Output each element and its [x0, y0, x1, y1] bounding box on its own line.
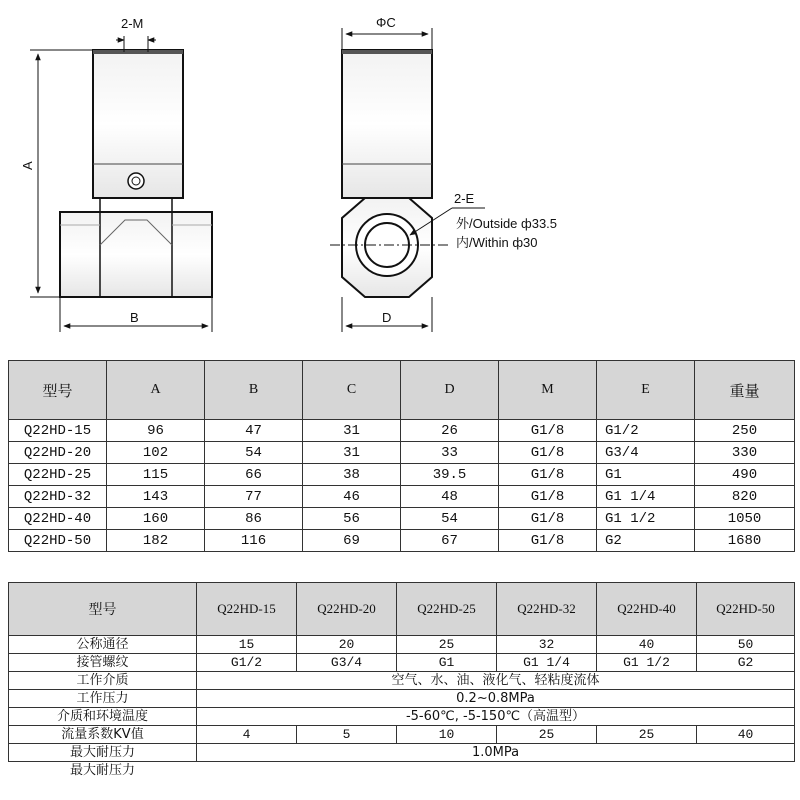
- spec-cell: G1/2: [597, 420, 695, 442]
- table-row: [9, 508, 795, 530]
- spec-cell: 54: [205, 442, 303, 464]
- spec-cell: 182: [107, 530, 205, 552]
- spec-cell: 143: [107, 486, 205, 508]
- spec-cell: G1/8: [499, 420, 597, 442]
- param-empty-cell: [197, 762, 795, 780]
- spec-cell: 116: [205, 530, 303, 552]
- spec-header-weight: 重量: [695, 361, 795, 420]
- spec-header-d: D: [401, 361, 499, 420]
- param-label: 工作压力: [9, 690, 197, 708]
- param-row-max-pressure: [9, 744, 795, 762]
- param-cell: G3/4: [297, 654, 397, 672]
- spec-cell: 77: [205, 486, 303, 508]
- parameter-table: [8, 582, 795, 779]
- spec-cell: 26: [401, 420, 499, 442]
- spec-cell: 46: [303, 486, 401, 508]
- param-cell: G1 1/4: [497, 654, 597, 672]
- param-label: 接管螺纹: [9, 654, 197, 672]
- param-row-medium: [9, 672, 795, 690]
- spec-header-model: 型号: [9, 361, 107, 420]
- spec-header-a: A: [107, 361, 205, 420]
- spec-cell: G1 1/4: [597, 486, 695, 508]
- param-cell: G1/2: [197, 654, 297, 672]
- spec-cell: Q22HD-15: [9, 420, 107, 442]
- param-label: 工作介质: [9, 672, 197, 690]
- param-cell: 40: [597, 636, 697, 654]
- side-e-label: 2-E: [454, 191, 475, 206]
- param-label: 流量系数KV值: [9, 726, 197, 744]
- spec-cell: Q22HD-50: [9, 530, 107, 552]
- valve-technical-drawing: [0, 0, 800, 350]
- spec-cell: G2: [597, 530, 695, 552]
- spec-cell: 56: [303, 508, 401, 530]
- param-header-q22hd-15: Q22HD-15: [197, 583, 297, 636]
- front-view: [20, 16, 212, 332]
- spec-cell: G3/4: [597, 442, 695, 464]
- spec-cell: 39.5: [401, 464, 499, 486]
- spec-cell: G1/8: [499, 530, 597, 552]
- param-cell: 5: [297, 726, 397, 744]
- param-header-row: [9, 583, 795, 636]
- side-d-label: D: [382, 310, 392, 325]
- spec-cell: 250: [695, 420, 795, 442]
- param-cell: 25: [597, 726, 697, 744]
- front-m-label: 2-M: [121, 16, 144, 31]
- param-header-q22hd-20: Q22HD-20: [297, 583, 397, 636]
- spec-cell: Q22HD-25: [9, 464, 107, 486]
- table-row: [9, 442, 795, 464]
- spec-header-c: C: [303, 361, 401, 420]
- spec-cell: 31: [303, 442, 401, 464]
- spec-cell: G1 1/2: [597, 508, 695, 530]
- param-row-nominal: [9, 636, 795, 654]
- spec-cell: Q22HD-40: [9, 508, 107, 530]
- param-cell: 25: [497, 726, 597, 744]
- side-outside-label: 外/Outside ф33.5: [456, 216, 558, 231]
- spec-cell: 47: [205, 420, 303, 442]
- front-a-label: A: [20, 161, 35, 170]
- param-row-temperature: [9, 708, 795, 726]
- param-cell: 32: [497, 636, 597, 654]
- spec-cell: 69: [303, 530, 401, 552]
- param-row-flow: [9, 726, 795, 744]
- param-header-model: 型号: [9, 583, 197, 636]
- table-row: [9, 464, 795, 486]
- spec-cell: 330: [695, 442, 795, 464]
- spec-cell: 96: [107, 420, 205, 442]
- dimension-spec-table: [8, 360, 795, 552]
- spec-cell: 160: [107, 508, 205, 530]
- spec-cell: 38: [303, 464, 401, 486]
- param-cell: G2: [697, 654, 795, 672]
- param-header-q22hd-50: Q22HD-50: [697, 583, 795, 636]
- param-label: 公称通径: [9, 636, 197, 654]
- param-cell: 1.0MPa: [197, 744, 795, 762]
- spec-header-b: B: [205, 361, 303, 420]
- param-cell: G1: [397, 654, 497, 672]
- spec-cell: G1: [597, 464, 695, 486]
- spec-cell: G1/8: [499, 508, 597, 530]
- param-header-q22hd-40: Q22HD-40: [597, 583, 697, 636]
- side-view: [330, 15, 557, 332]
- spec-cell: 86: [205, 508, 303, 530]
- side-within-label: 内/Within ф30: [456, 235, 538, 250]
- param-header-q22hd-32: Q22HD-32: [497, 583, 597, 636]
- param-cell: 15: [197, 636, 297, 654]
- spec-cell: 31: [303, 420, 401, 442]
- param-label: 介质和环境温度: [9, 708, 197, 726]
- spec-cell: 67: [401, 530, 499, 552]
- spec-cell: 48: [401, 486, 499, 508]
- param-label: 最大耐压力: [9, 744, 197, 762]
- side-c-label: ΦC: [376, 15, 396, 30]
- spec-cell: 490: [695, 464, 795, 486]
- param-cell: 20: [297, 636, 397, 654]
- param-row-pressure: [9, 690, 795, 708]
- spec-header-e: E: [597, 361, 695, 420]
- param-cell: G1 1/2: [597, 654, 697, 672]
- param-cell: 50: [697, 636, 795, 654]
- param-cell: 40: [697, 726, 795, 744]
- spec-header-row: [9, 361, 795, 420]
- param-row-max-pressure-extra: [9, 762, 795, 780]
- param-row-thread: [9, 654, 795, 672]
- table-row: [9, 420, 795, 442]
- param-cell: 4: [197, 726, 297, 744]
- spec-cell: 820: [695, 486, 795, 508]
- spec-cell: G1/8: [499, 464, 597, 486]
- spec-cell: 33: [401, 442, 499, 464]
- front-b-label: B: [130, 310, 139, 325]
- spec-cell: 54: [401, 508, 499, 530]
- param-cell: 空气、水、油、液化气、轻粘度流体: [197, 672, 795, 690]
- spec-cell: 66: [205, 464, 303, 486]
- param-header-q22hd-25: Q22HD-25: [397, 583, 497, 636]
- spec-cell: Q22HD-32: [9, 486, 107, 508]
- spec-header-m: M: [499, 361, 597, 420]
- table-row: [9, 530, 795, 552]
- param-cell: -5-60℃, -5-150℃（高温型）: [197, 708, 795, 726]
- spec-cell: G1/8: [499, 442, 597, 464]
- side-actuator: [342, 50, 432, 198]
- table-row: [9, 486, 795, 508]
- spec-cell: 102: [107, 442, 205, 464]
- spec-cell: 1050: [695, 508, 795, 530]
- spec-cell: Q22HD-20: [9, 442, 107, 464]
- param-cell: 0.2~0.8MPa: [197, 690, 795, 708]
- param-label: 最大耐压力: [69, 762, 135, 778]
- spec-cell: G1/8: [499, 486, 597, 508]
- spec-cell: 115: [107, 464, 205, 486]
- spec-cell: 1680: [695, 530, 795, 552]
- param-cell: 25: [397, 636, 497, 654]
- param-cell: 10: [397, 726, 497, 744]
